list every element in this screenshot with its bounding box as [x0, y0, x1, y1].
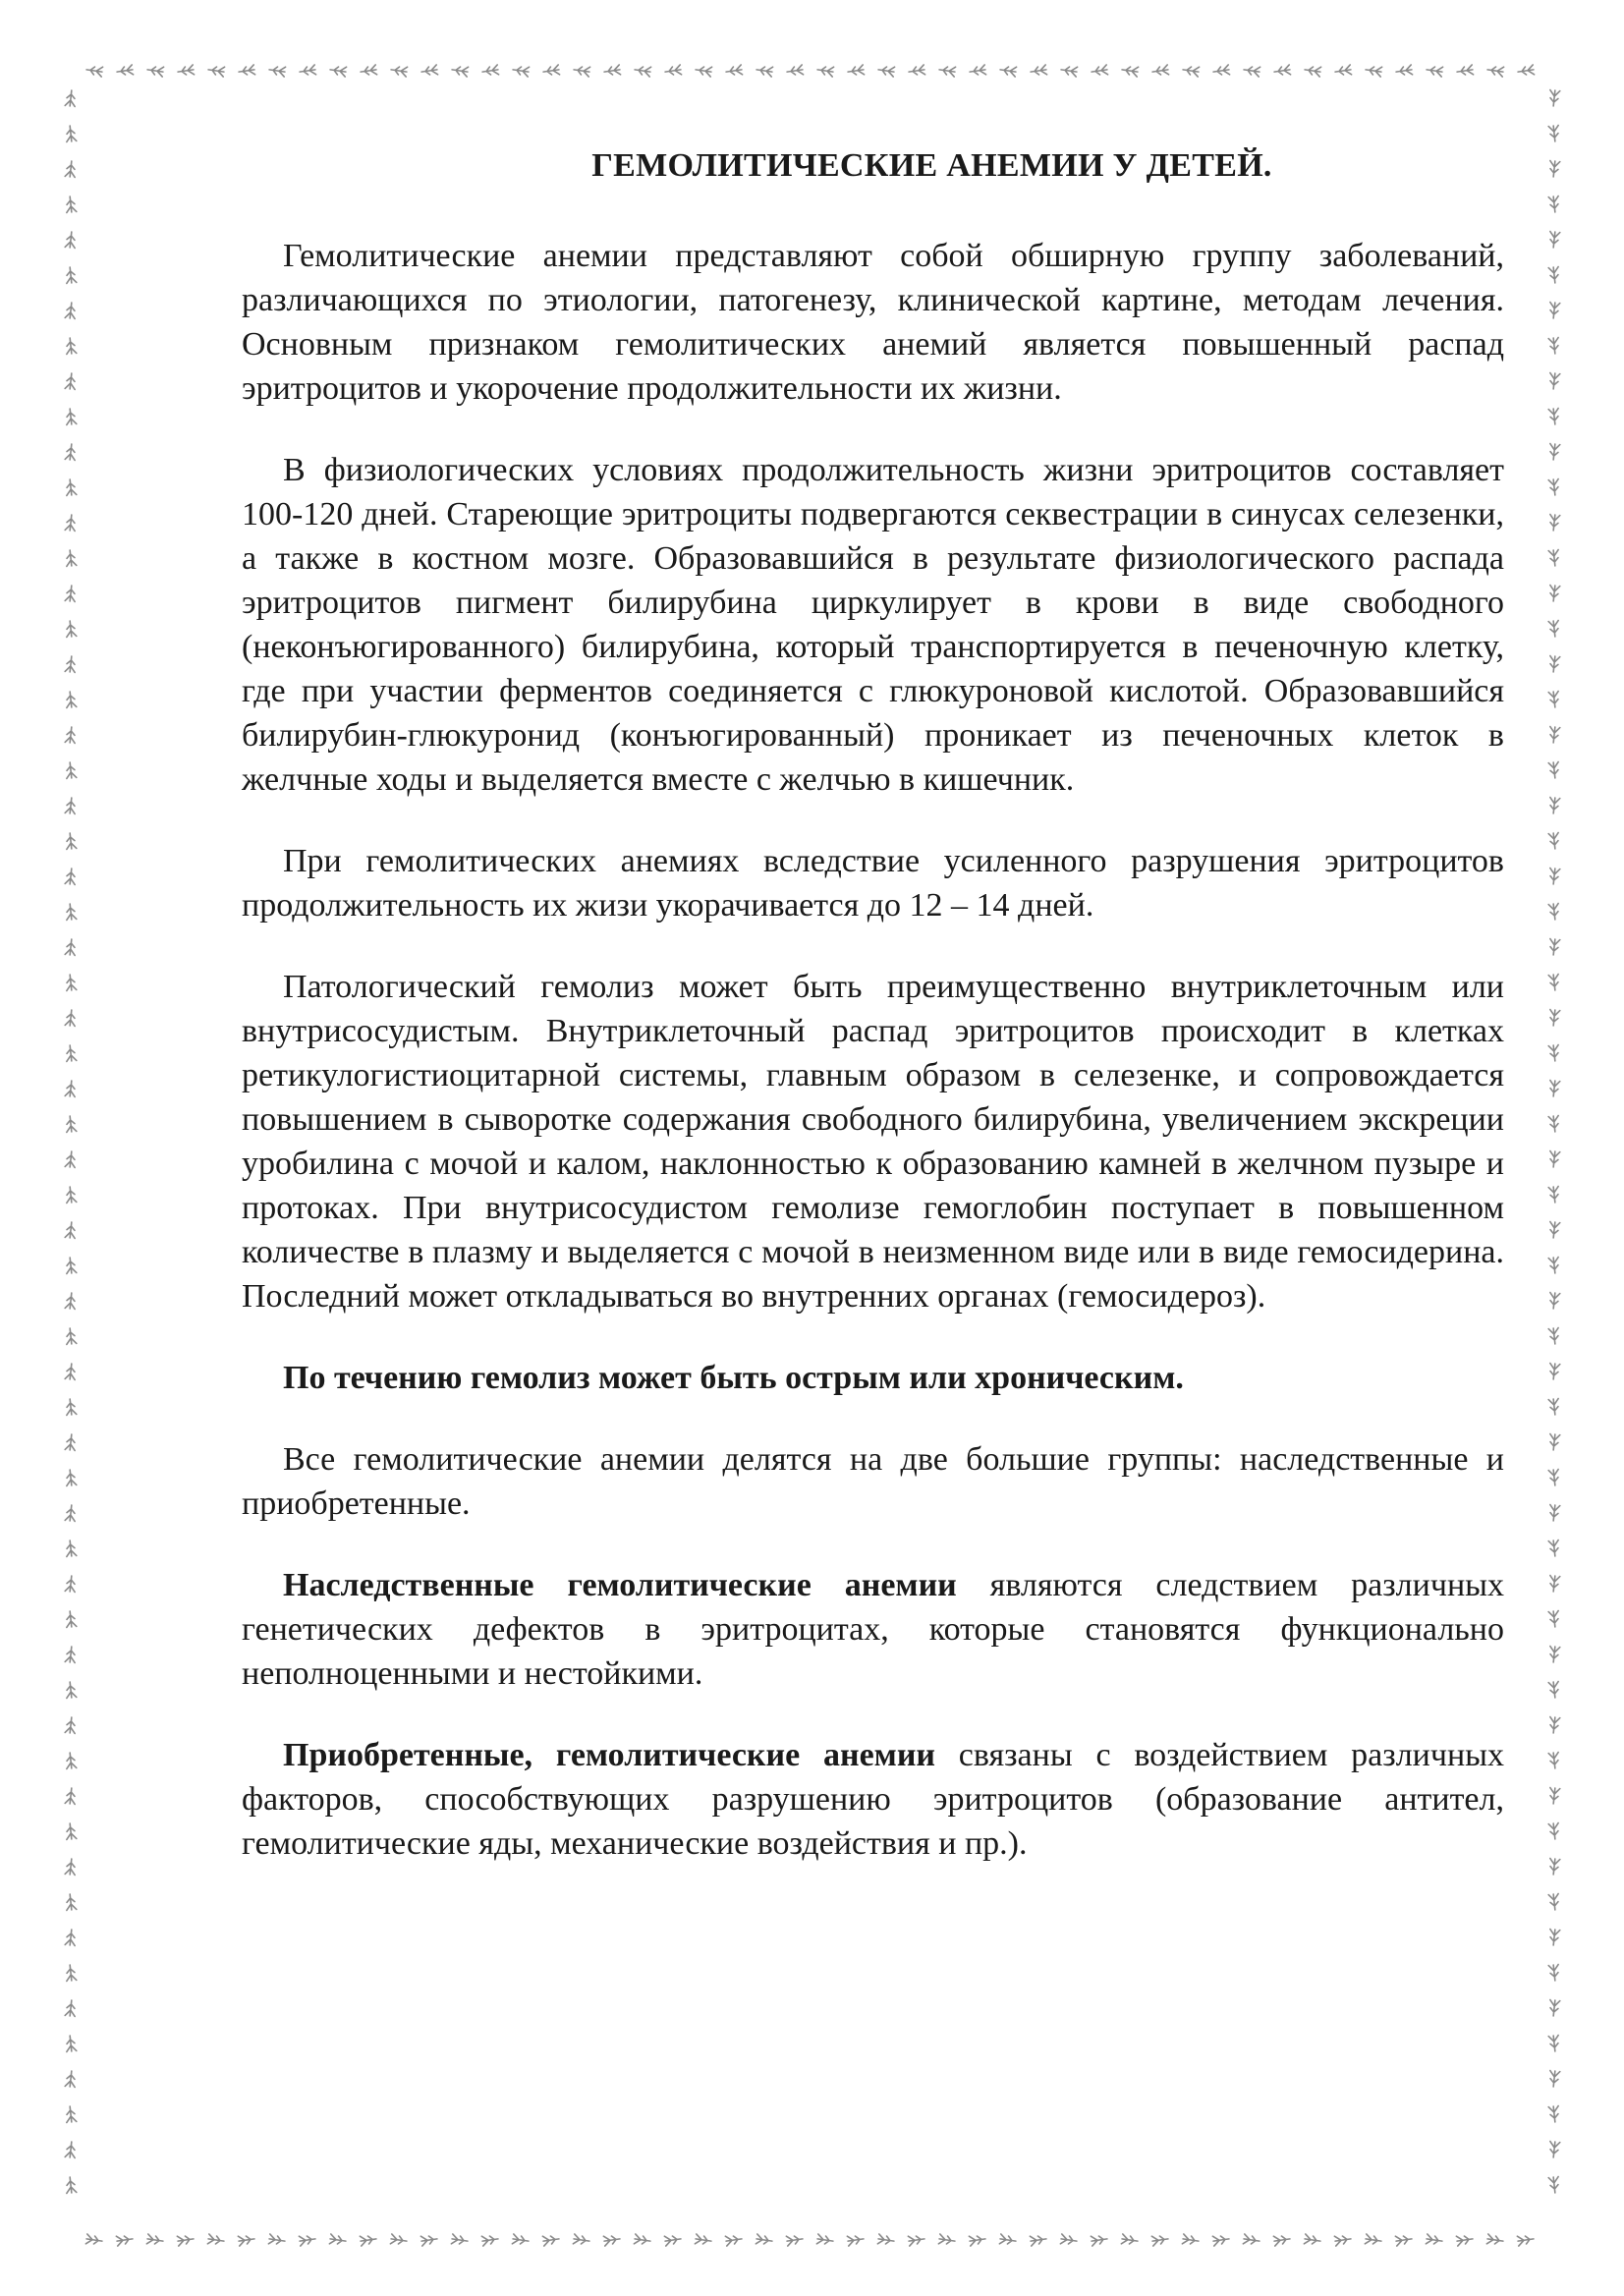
border-footprint-mark [816, 65, 833, 77]
border-footprint-mark [1151, 65, 1168, 77]
paragraph-pathological-hemolysis-text: Патологический гемолиз может быть преимущественно внутриклеточным или внутрисосудистым. Внутриклеточный распад эритроцитов происходит в клетках ретикулогистиоцитарной системы, главным образом в селезенке, и сопровождается повышением в сыворотке содержания свободного билирубина, увеличением экскреции уробилина с мочой и калом, наклонностью к образованию камней в желчном пузыре и протоках. При внутрисосудистом гемолизе гемоглобин поступает в повышенном количестве в плазму и выделяется с мочой в неизменном виде или в виде гемосидерина. Последний может откладываться во внутренних органах (гемосидероз). [242, 969, 1504, 1315]
border-footprint-mark [65, 338, 77, 355]
border-footprint-mark [999, 65, 1016, 77]
border-footprint-mark [1304, 65, 1320, 77]
border-footprint-mark [1426, 65, 1442, 77]
border-footprint-mark [1548, 2071, 1560, 2088]
border-footprint-mark [816, 2234, 833, 2246]
border-footprint-mark [65, 1965, 77, 1982]
border-footprint-mark [146, 2234, 163, 2246]
border-footprint-mark [65, 1647, 77, 1663]
border-footprint-mark [451, 65, 468, 77]
border-footprint-mark [65, 550, 77, 567]
border-footprint-mark [1548, 2177, 1560, 2194]
border-footprint-mark [1548, 2000, 1560, 2017]
border-footprint-mark [65, 126, 77, 142]
border-footprint-mark [938, 65, 955, 77]
border-footprint-mark [847, 65, 864, 77]
border-footprint-mark [65, 2036, 77, 2052]
border-footprint-mark [146, 65, 163, 77]
border-footprint-mark [65, 515, 77, 532]
border-footprint-mark [65, 692, 77, 708]
border-footprint-mark [695, 65, 711, 77]
border-footprint-mark [1334, 65, 1351, 77]
border-footprint-mark [1548, 1753, 1560, 1769]
border-footprint-mark [65, 762, 77, 779]
border-footprint-mark [573, 2234, 589, 2246]
border-footprint-mark [1548, 727, 1560, 744]
border-footprint-mark [1548, 1116, 1560, 1133]
border-footprint-mark [1548, 1364, 1560, 1380]
border-footprint-mark [1548, 303, 1560, 319]
border-footprint-mark [1304, 2234, 1320, 2246]
border-footprint-mark [1548, 1045, 1560, 1062]
border-footprint-mark [1548, 1010, 1560, 1027]
border-footprint-mark [542, 65, 559, 77]
border-footprint-mark [1548, 1611, 1560, 1628]
paragraph-pathological-hemolysis [242, 965, 1504, 1318]
border-footprint-mark [65, 90, 77, 107]
border-footprint-mark [877, 65, 894, 77]
border-footprint-mark [1548, 1505, 1560, 1522]
border-footprint-mark [1548, 904, 1560, 921]
border-footprint-mark [65, 1010, 77, 1027]
border-footprint-mark [65, 1293, 77, 1310]
border-footprint-mark [177, 65, 194, 77]
border-footprint-mark [1548, 126, 1560, 142]
border-footprint-mark [1548, 2142, 1560, 2158]
border-footprint-mark [1182, 65, 1199, 77]
border-footprint-mark [1060, 2234, 1077, 2246]
border-footprint-mark [1212, 65, 1229, 77]
border-footprint-mark [65, 161, 77, 178]
border-footprint-mark [1030, 2234, 1046, 2246]
border-footprint-mark [238, 2234, 254, 2246]
border-footprint-mark [1365, 65, 1381, 77]
border-footprint-mark [65, 1859, 77, 1876]
border-footprint-mark [1548, 1470, 1560, 1486]
border-footprint-mark [1548, 1540, 1560, 1557]
border-footprint-mark [65, 1045, 77, 1062]
border-footprint-mark [1365, 2234, 1381, 2246]
border-footprint-mark [634, 2234, 650, 2246]
border-footprint-mark [420, 2234, 437, 2246]
border-footprint-mark [573, 65, 589, 77]
border-footprint-mark [969, 65, 985, 77]
border-footprint-mark [329, 2234, 346, 2246]
border-footprint-mark [1548, 692, 1560, 708]
border-footprint-mark [1548, 1682, 1560, 1699]
border-footprint-mark [1548, 656, 1560, 673]
border-footprint-mark [65, 868, 77, 885]
border-footprint-mark [65, 479, 77, 496]
border-footprint-mark [1456, 65, 1473, 77]
paragraph-course-text: По течению гемолиз может быть острым или хроническим. [283, 1360, 1184, 1396]
border-footprint-mark [65, 1081, 77, 1097]
border-footprint-mark [177, 2234, 194, 2246]
border-footprint-mark [1548, 939, 1560, 956]
border-footprint-mark [1548, 1823, 1560, 1840]
border-footprint-mark [1548, 586, 1560, 602]
border-footprint-mark [1517, 2234, 1534, 2246]
border-footprint-mark [116, 2234, 133, 2246]
border-footprint-mark [1548, 1081, 1560, 1097]
border-footprint-mark [481, 65, 498, 77]
border-footprint-mark [1548, 161, 1560, 178]
border-footprint-mark [1548, 1788, 1560, 1805]
paragraph-lifespan-text: При гемолитических анемиях вследствие усиленного разрушения эритроцитов продолжительность их жизи укорачивается до 12 – 14 дней. [242, 843, 1504, 924]
border-footprint-mark [65, 1894, 77, 1911]
border-footprint-mark [85, 65, 102, 77]
border-footprint-mark [1548, 1328, 1560, 1345]
border-footprint-mark [756, 2234, 772, 2246]
border-footprint-mark [1548, 2106, 1560, 2123]
border-footprint-mark [451, 2234, 468, 2246]
border-footprint-mark [65, 798, 77, 814]
paragraph-physiology-text: В физиологических условиях продолжительность жизни эритроцитов составляет 100-120 дней. Стареющие эритроциты подвергаются секвестрации в синусах селезенки, а также в костном мозге. Образовавшийся в результате физиологического распада эритроцитов пигмент билирубина циркулирует в крови в виде свободного (неконъюгированного) билирубина, который транспортируется в печеночную клетку, где при участии ферментов соединяется с глюкуроновой кислотой. Образовавшийся билирубин-глюкуронид (конъюгированный) проникает из печеночных клеток в желчные ходы и выделяется вместе с желчью в кишечник. [242, 452, 1504, 798]
border-footprint-mark [664, 65, 681, 77]
border-footprint-mark [1548, 1222, 1560, 1239]
border-footprint-mark [1548, 1399, 1560, 1416]
border-footprint-mark [999, 2234, 1016, 2246]
border-footprint-mark [116, 65, 133, 77]
border-footprint-mark [1548, 267, 1560, 284]
border-footprint-mark [65, 975, 77, 991]
border-footprint-mark [1243, 2234, 1260, 2246]
border-footprint-mark [1548, 621, 1560, 638]
border-footprint-mark [1548, 798, 1560, 814]
border-footprint-mark [725, 65, 742, 77]
border-footprint-mark [65, 1823, 77, 1840]
border-footprint-mark [481, 2234, 498, 2246]
paragraph-groups-text: Все гемолитические анемии делятся на две большие группы: наследственные и приобретенные. [242, 1441, 1504, 1522]
border-footprint-mark [1548, 1930, 1560, 1946]
border-footprint-mark [65, 727, 77, 744]
border-footprint-mark [1548, 479, 1560, 496]
border-footprint-mark [695, 2234, 711, 2246]
border-footprint-mark [65, 1540, 77, 1557]
border-footprint-mark [65, 1788, 77, 1805]
border-footprint-mark [65, 1151, 77, 1168]
border-footprint-mark [1548, 1293, 1560, 1310]
border-footprint-mark [65, 2000, 77, 2017]
border-footprint-mark [85, 2234, 102, 2246]
border-footprint-mark [1182, 2234, 1199, 2246]
document-title: ГЕМОЛИТИЧЕСКИЕ АНЕМИИ У ДЕТЕЙ. [591, 147, 1272, 184]
border-footprint-mark [65, 2142, 77, 2158]
border-footprint-mark [1548, 409, 1560, 425]
border-footprint-mark [512, 2234, 529, 2246]
border-footprint-mark [390, 2234, 407, 2246]
border-footprint-mark [65, 1116, 77, 1133]
border-footprint-mark [65, 1328, 77, 1345]
border-footprint-mark [65, 1753, 77, 1769]
border-footprint-mark [847, 2234, 864, 2246]
border-footprint-mark [786, 2234, 803, 2246]
paragraph-acquired-text: связаны с воздействием различных факторов, способствующих разрушению эритроцитов (образование антител, гемолитические яды, механические воздействия и пр.). [242, 1737, 1504, 1862]
border-footprint-mark [1486, 2234, 1503, 2246]
border-footprint-mark [1548, 1187, 1560, 1204]
border-footprint-mark [268, 65, 285, 77]
border-footprint-mark [65, 1364, 77, 1380]
border-footprint-mark [65, 1470, 77, 1486]
border-footprint-mark [1548, 762, 1560, 779]
border-footprint-mark [65, 1258, 77, 1274]
border-footprint-mark [1091, 65, 1107, 77]
border-footprint-mark [1548, 1717, 1560, 1734]
border-footprint-mark [1548, 1576, 1560, 1593]
border-footprint-mark [1273, 2234, 1290, 2246]
border-footprint-mark [1548, 90, 1560, 107]
paragraph-intro [242, 234, 1504, 411]
paragraph-acquired [242, 1733, 1504, 1866]
border-footprint-mark [65, 232, 77, 249]
border-footprint-mark [1121, 65, 1138, 77]
border-footprint-mark [65, 303, 77, 319]
border-footprint-mark [207, 2234, 224, 2246]
border-footprint-mark [1212, 2234, 1229, 2246]
border-footprint-mark [1486, 65, 1503, 77]
border-footprint-mark [786, 65, 803, 77]
paragraph-groups [242, 1437, 1504, 1526]
border-footprint-mark [1548, 1151, 1560, 1168]
border-footprint-mark [65, 1930, 77, 1946]
border-footprint-mark [65, 1222, 77, 1239]
border-footprint-mark [1091, 2234, 1107, 2246]
border-footprint-mark [1548, 1965, 1560, 1982]
border-footprint-mark [603, 2234, 620, 2246]
border-footprint-mark [1548, 1894, 1560, 1911]
border-footprint-mark [512, 65, 529, 77]
paragraph-course [242, 1356, 1504, 1400]
border-footprint-mark [65, 1682, 77, 1699]
border-footprint-mark [207, 65, 224, 77]
border-footprint-mark [65, 267, 77, 284]
border-footprint-mark [65, 1434, 77, 1451]
border-footprint-mark [1548, 373, 1560, 390]
border-footprint-mark [1456, 2234, 1473, 2246]
border-footprint-mark [1548, 1258, 1560, 1274]
border-footprint-mark [299, 2234, 315, 2246]
border-footprint-mark [1395, 2234, 1412, 2246]
border-footprint-mark [725, 2234, 742, 2246]
border-footprint-mark [756, 65, 772, 77]
border-footprint-mark [877, 2234, 894, 2246]
border-footprint-mark [65, 1187, 77, 1204]
border-footprint-mark [65, 2177, 77, 2194]
border-footprint-mark [65, 904, 77, 921]
border-footprint-mark [329, 65, 346, 77]
border-footprint-mark [65, 1576, 77, 1593]
paragraph-hereditary [242, 1563, 1504, 1696]
border-footprint-mark [65, 2071, 77, 2088]
border-footprint-mark [65, 621, 77, 638]
border-footprint-mark [65, 1399, 77, 1416]
border-footprint-mark [65, 409, 77, 425]
paragraph-physiology [242, 448, 1504, 802]
border-footprint-mark [65, 373, 77, 390]
border-footprint-mark [1548, 975, 1560, 991]
border-footprint-mark [1121, 2234, 1138, 2246]
document-body [242, 147, 1504, 1903]
border-footprint-mark [542, 2234, 559, 2246]
border-footprint-mark [1548, 868, 1560, 885]
border-footprint-mark [1517, 65, 1534, 77]
border-footprint-mark [969, 2234, 985, 2246]
border-footprint-mark [65, 586, 77, 602]
border-footprint-mark [1548, 338, 1560, 355]
border-footprint-mark [65, 444, 77, 461]
border-footprint-mark [1243, 65, 1260, 77]
border-footprint-mark [1548, 1647, 1560, 1663]
paragraph-hereditary-text: являются следствием различных генетических дефектов в эритроцитах, которые становятся функционально неполноценными и нестойкими. [242, 1567, 1504, 1692]
border-footprint-mark [1426, 2234, 1442, 2246]
paragraph-hereditary-lead: Наследственные гемолитические анемии [283, 1567, 957, 1603]
border-footprint-mark [65, 656, 77, 673]
border-footprint-mark [1030, 65, 1046, 77]
border-footprint-mark [1548, 444, 1560, 461]
border-footprint-mark [238, 65, 254, 77]
border-footprint-mark [634, 65, 650, 77]
border-footprint-mark [1151, 2234, 1168, 2246]
border-footprint-mark [65, 196, 77, 213]
border-footprint-mark [603, 65, 620, 77]
border-footprint-mark [420, 65, 437, 77]
border-footprint-mark [938, 2234, 955, 2246]
border-footprint-mark [908, 2234, 924, 2246]
border-footprint-mark [1548, 196, 1560, 213]
paragraph-lifespan [242, 839, 1504, 927]
border-footprint-mark [1273, 65, 1290, 77]
border-footprint-mark [1548, 550, 1560, 567]
border-footprint-mark [65, 2106, 77, 2123]
border-footprint-mark [1548, 515, 1560, 532]
border-footprint-mark [360, 2234, 376, 2246]
border-footprint-mark [299, 65, 315, 77]
border-footprint-mark [1395, 65, 1412, 77]
border-footprint-mark [1548, 1434, 1560, 1451]
border-footprint-mark [1334, 2234, 1351, 2246]
border-footprint-mark [1548, 2036, 1560, 2052]
paragraph-intro-text: Гемолитические анемии представляют собой обширную группу заболеваний, различающихся по этиологии, патогенезу, клинической картине, методам лечения. Основным признаком гемолитических анемий является повышенный распад эритроцитов и укорочение продолжительности их жизни. [242, 238, 1504, 407]
border-footprint-mark [390, 65, 407, 77]
border-footprint-mark [1548, 232, 1560, 249]
border-footprint-mark [65, 1717, 77, 1734]
border-footprint-mark [360, 65, 376, 77]
border-footprint-mark [65, 939, 77, 956]
border-footprint-mark [65, 1505, 77, 1522]
border-footprint-mark [1548, 1859, 1560, 1876]
paragraph-acquired-lead: Приобретенные, гемолитические анемии [283, 1737, 935, 1773]
border-footprint-mark [908, 65, 924, 77]
border-footprint-mark [65, 1611, 77, 1628]
border-footprint-mark [1548, 833, 1560, 850]
border-footprint-mark [664, 2234, 681, 2246]
border-footprint-mark [268, 2234, 285, 2246]
border-footprint-mark [65, 833, 77, 850]
border-footprint-mark [1060, 65, 1077, 77]
